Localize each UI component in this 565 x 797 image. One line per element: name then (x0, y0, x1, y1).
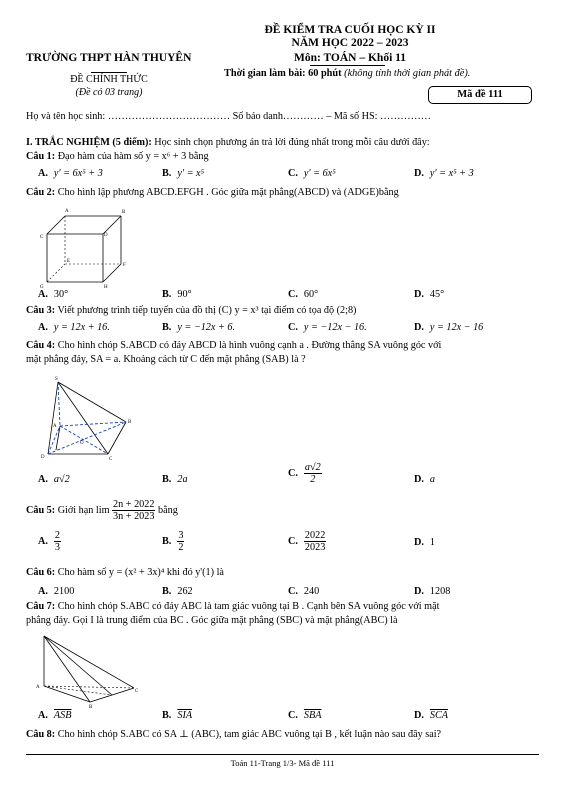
q1-option-a[interactable]: A. y' = 6x⁵ + 3 (38, 168, 103, 179)
page-footer: Toán 11-Trang 1/3- Mã đề 111 (230, 758, 335, 768)
q2-option-c[interactable]: C. 60° (288, 289, 319, 300)
svg-text:C: C (40, 235, 44, 240)
question-7: Câu 7: Cho hình chóp S.ABC có đáy ABC là tam giác vuông tại B . Cạnh bên SA vuông góc với mặt phẳng đáy. Gọi I là trung điểm của BC . Góc giữa mặt phẳng (SBC) và mặt phẳng(ABC) là (26, 601, 440, 626)
q7-option-d[interactable]: D. $\overline{SCA}$ (414, 710, 449, 721)
svg-text:S: S (55, 377, 58, 382)
official-label: ĐỀ CHÍNH THỨC (70, 74, 148, 85)
q2-option-d[interactable]: D. 45° (414, 289, 445, 300)
q3-option-d[interactable]: D. y = 12x − 16 (414, 322, 484, 333)
svg-text:F: F (123, 263, 126, 268)
q4-option-c[interactable]: C. $\frac{a√2}{2}$ (288, 462, 321, 485)
q6-option-c[interactable]: C. 240 (288, 586, 320, 597)
question-text: Cho hàm số y = (x² + 3x)⁴ khi đó y'(1) là (55, 567, 224, 578)
school-year: NĂM HỌC 2022 – 2023 (291, 37, 409, 49)
question-number: Câu 1: (26, 151, 56, 162)
q1-option-d[interactable]: D. y' = x⁵ + 3 (414, 168, 474, 179)
limit-fraction: $\frac{2n + 2022}{3n + 2023}$ (113, 499, 155, 523)
time-label: Thời gian làm bài: 60 phút (224, 68, 342, 79)
section1-heading (26, 136, 546, 150)
svg-text:B: B (128, 420, 132, 425)
question-3: Câu 3: Viết phương trình tiếp tuyến của đồ thị (C) y = x³ tại điểm có tọa độ (2;8) (26, 305, 357, 316)
question-text: Cho hình chóp S.ABCD có đáy ABCD là hình vuông cạnh a . Đường thẳng SA vuông góc với (55, 340, 442, 351)
official-underline (91, 72, 127, 73)
q7-option-c[interactable]: C. $\overline{SBA}$ (288, 710, 322, 721)
svg-text:E: E (67, 259, 71, 264)
question-text-line2: phẳng đáy. Gọi I là trung điểm của BC . Góc giữa mặt phẳng (SBC) và mặt phẳng(ABC) là (26, 615, 398, 626)
subject: Môn: TOÁN – Khối 11 (293, 52, 407, 64)
question-text: Cho hình chóp S.ABC có SA ⊥ (ABC), tam giác ABC vuông tại B , kết luận nào sau đây sai? (55, 729, 442, 740)
q4-option-b[interactable]: B. 2a (162, 474, 188, 485)
svg-text:D: D (41, 455, 45, 460)
q3-option-a[interactable]: A. y = 12x + 16. (38, 322, 110, 333)
q4-option-d[interactable]: D. a (414, 474, 435, 485)
question-text: Cho hình chóp S.ABC có đáy ABC là tam giác vuông tại B . Cạnh bên SA vuông góc với mặt (55, 601, 440, 612)
q6-option-d[interactable]: D. 1208 (414, 586, 451, 597)
pyramid-sabc-figure (34, 632, 144, 708)
question-text: Cho hình lập phương ABCD.EFGH . Góc giữa mặt phẳng(ABCD) và (ADGE)bằng (55, 187, 399, 198)
cube-figure (35, 204, 135, 290)
q5-option-d[interactable]: D. 1 (414, 537, 435, 548)
section1-title: I. TRẮC NGHIỆM (5 điểm): (26, 137, 152, 148)
pyramid-sabcd-figure (36, 374, 136, 460)
question-text: Đạo hàm của hàm số y = x⁶ + 3 bằng (55, 151, 209, 162)
svg-text:A: A (53, 424, 57, 429)
time-note: (không tính thời gian phát đề). (344, 68, 471, 79)
svg-text:A: A (65, 209, 69, 214)
q6-option-a[interactable]: A. 2100 (38, 586, 75, 597)
svg-text:O: O (80, 441, 84, 446)
svg-text:C: C (109, 457, 113, 460)
question-6: Câu 6: Cho hàm số y = (x² + 3x)⁴ khi đó y'(1) là (26, 567, 224, 578)
q3-option-c[interactable]: C. y = −12x − 16. (288, 322, 367, 333)
time-line (224, 68, 470, 79)
header-underline (310, 65, 385, 66)
exam-code-box: Mã đề 111 (428, 86, 532, 104)
question-text-line2: mặt phẳng đáy, SA = a. Khoảng cách từ C đến mặt phẳng (SAB) là ? (26, 354, 306, 365)
svg-text:H: H (104, 285, 108, 290)
exam-title: ĐỀ KIỂM TRA CUỐI HỌC KỲ II (264, 24, 436, 36)
q1-option-b[interactable]: B. y' = x⁵ (162, 168, 205, 179)
svg-text:C: C (135, 689, 139, 694)
school-name: TRƯỜNG THPT HÀN THUYÊN (26, 52, 192, 64)
section1-instruction: Học sinh chọn phương án trả lời đúng nhất trong mỗi câu dưới đây: (151, 137, 430, 148)
question-8: Câu 8: Cho hình chóp S.ABC có SA ⊥ (ABC), tam giác ABC vuông tại B , kết luận nào sau đây sai? (26, 729, 442, 740)
footer-rule (26, 754, 539, 755)
svg-text:B: B (122, 210, 126, 215)
question-1 (26, 150, 546, 164)
q5-option-c[interactable]: C. $\frac{2022}{2023}$ (288, 530, 326, 553)
q7-option-b[interactable]: B. $\overline{SIA}$ (162, 710, 193, 721)
question-5: Câu 5: Giới hạn lim $\frac{2n + 2022}{3n + 2023}$ bằng (26, 499, 178, 523)
q5-option-a[interactable]: A. $\frac{2}{3}$ (38, 530, 60, 553)
q5-option-b[interactable]: B. $\frac{3}{2}$ (162, 530, 184, 553)
q1-option-c[interactable]: C. y' = 6x⁵ (288, 168, 336, 179)
question-text: Giới hạn lim (55, 505, 110, 516)
student-info-line: Họ và tên học sinh: ……………………………… Số báo danh………… – Mã số HS: …………… (26, 111, 431, 122)
pages-note: (Đề có 03 trang) (75, 87, 143, 98)
svg-text:B: B (89, 705, 93, 708)
q4-option-a[interactable]: A. a√2 (38, 474, 70, 485)
svg-text:G: G (40, 285, 44, 290)
svg-text:A: A (36, 685, 40, 690)
question-text: Viết phương trình tiếp tuyến của đồ thị (C) y = x³ tại điểm có tọa độ (2;8) (55, 305, 357, 316)
q6-option-b[interactable]: B. 262 (162, 586, 193, 597)
question-2: Câu 2: Cho hình lập phương ABCD.EFGH . Góc giữa mặt phẳng(ABCD) và (ADGE)bằng (26, 187, 399, 198)
q2-option-a[interactable]: A. 30° (38, 289, 69, 300)
q7-option-a[interactable]: A. $\overline{ASB}$ (38, 710, 72, 721)
svg-text:D: D (104, 233, 108, 238)
q2-option-b[interactable]: B. 90° (162, 289, 192, 300)
q3-option-b[interactable]: B. y = −12x + 6. (162, 322, 236, 333)
fraction: $\frac{a√2}{2}$ (304, 462, 321, 485)
question-4: Câu 4: Cho hình chóp S.ABCD có đáy ABCD là hình vuông cạnh a . Đường thẳng SA vuông góc với mặt phẳng đáy, SA = a. Khoảng cách từ C đến mặt phẳng (SAB) là ? (26, 340, 442, 365)
